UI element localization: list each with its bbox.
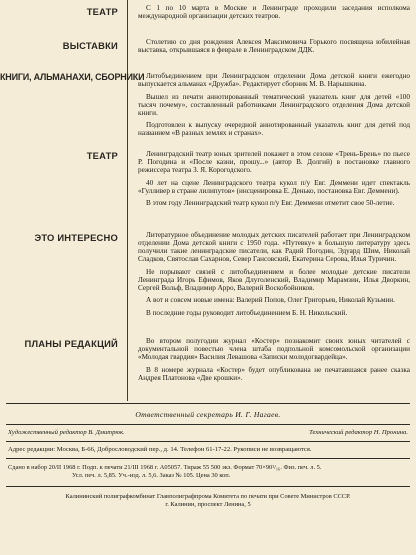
section-label-text: КНИГИ, АЛЬМАНАХИ, СБОРНИКИ (0, 72, 145, 82)
footer-divider-4 (6, 486, 410, 487)
footer-divider-top (6, 403, 410, 404)
paragraph: А вот и совсем новые имена: Валерий Попов, Олег Григорьев, Николай Кузьмин. (146, 296, 395, 305)
section-text-theatre-1 (138, 4, 410, 25)
paragraph: Во втором полугодии журнал «Костер» познакомит своих юных читателей с документальной повестью члена штаба подпольной комсомольской организации «Молодая гвардия» Василия Левашова «Записки молодогвардейца». (138, 337, 410, 362)
section-label-plans (0, 338, 118, 349)
art-editor: Художественный редактор В. Дмитрюк. (8, 429, 125, 436)
printer-line-2: г. Калинин, проспект Ленина, 5 (165, 501, 251, 509)
footer-divider-1 (6, 424, 410, 425)
printer-line-1: Калининский полиграфкомбинат Главполиграфпрома Комитета по печати при Совете Министров СССР. (65, 493, 351, 500)
imprint-line-2: Усл. печ. л. 5,85. Уч.-изд. л. 5,6. Заказ № 105. Цена 30 коп. (72, 472, 231, 479)
section-text-exhibitions (138, 38, 410, 59)
footer-divider-2 (6, 441, 410, 442)
imprint-line-1: Сдано в набор 20/II 1968 г. Подп. к печати 21/III 1968 г. А05057. Тираж 55 500 экз. Формат 70×90¹/₁₆. Физ. печ. л. 5. (8, 464, 322, 471)
responsible-secretary: Ответственный секретарь И. Г. Нагаев. (135, 410, 281, 419)
paragraph: С 1 по 10 марта в Москве и Ленинграде проходили заседания исполкома международной организации детских театров. (138, 4, 410, 21)
section-text-plans (138, 337, 410, 386)
paragraph: Столетию со дня рождения Алексея Максимовича Горького посвящена юбилейная выставка, открывшаяся в феврале в Ленинградском ДДК. (138, 38, 410, 55)
section-text-interesting (138, 231, 410, 321)
imprint-block (8, 464, 408, 480)
section-label-text: ВЫСТАВКИ (62, 40, 118, 51)
section-label-exhibitions (0, 40, 118, 51)
editors-row (8, 429, 408, 436)
paragraph: Не порывают связей с литобъединением и более молодые детские писатели Ленинграда Игорь Ефимов, Яков Длуголенский, Владимир Марамзин, Илья Дворкин, Сергей Вольф, Владимир Арро, Валерий Воскобойников. (138, 267, 410, 293)
section-label-books (0, 72, 145, 82)
paragraph: Подготовлен к выпуску очередной аннотированный указатель книг для детей под названием «В разных землях и странах». (138, 121, 410, 138)
tech-editor: Технический редактор Н. Пронина. (309, 429, 408, 436)
section-text-books (138, 72, 410, 142)
paragraph: Литобъединением при Ленинградском отделении Дома детской книги ежегодно выпускается альманах «Дружба». Редактирует сборник М. В. Нарышкина. (138, 72, 410, 89)
paragraph: Вышел из печати аннотированный тематический указатель книг для детей «100 тысяч почему», составленный работниками Ленинградского отделения Дома детской книги. (138, 92, 410, 117)
paragraph: В последние годы руководит литобъединением Б. Н. Никольский. (146, 308, 348, 317)
section-label-interesting (0, 232, 118, 243)
editorial-address: Адрес редакции: Москва, Б-66, Добрословодский пер., д. 14. Телефон 61-17-22. Рукописи не возвращаются. (8, 446, 312, 453)
printer-block (0, 493, 416, 509)
footer-divider-3 (6, 458, 410, 459)
paragraph: Ленинградский театр юных зрителей покажет в этом сезоне «Трень-Брень» по пьесе Р. Погодина и «После казни, прошу...» (автор В. Долгий) в постановке главного режиссера театра З. Я. Корогодского. (138, 150, 410, 175)
section-label-theatre-1 (0, 6, 118, 17)
section-label-text: ТЕАТР (86, 6, 118, 17)
paragraph: В 8 номере журнала «Костер» будет опубликована не печатавшаяся ранее сказка Андрея Платонова «Две крошки». (138, 365, 410, 382)
section-label-text: ТЕАТР (86, 150, 118, 161)
section-label-text: ЭТО ИНТЕРЕСНО (34, 232, 118, 243)
section-text-theatre-2 (138, 150, 410, 212)
paragraph: 40 лет на сцене Ленинградского театра кукол п/у Евг. Деммени идет спектакль «Гулливер в стране лилипутов» (инсценировка Е. Денько, постановка Евг. Деммени). (138, 178, 410, 195)
column-rule (127, 0, 128, 401)
section-label-theatre-2 (0, 150, 118, 161)
section-label-text: ПЛАНЫ РЕДАКЦИЙ (24, 338, 118, 349)
paragraph: Литературное объединение молодых детских писателей работает при Ленинградском отделении Дома детской книги с 1950 года. «Путевку» в большую литературу здесь получили такие ленинградские писатели, как Радий Погодин, Эдуард Шим, Николай Сладков, Святослав Сахарнов, Север Гансовский, Екатерина Серова, Илья Туричин. (138, 231, 410, 264)
paragraph: В этом году Ленинградский театр кукол п/у Евг. Деммени отметит свое 50-летие. (146, 199, 395, 208)
